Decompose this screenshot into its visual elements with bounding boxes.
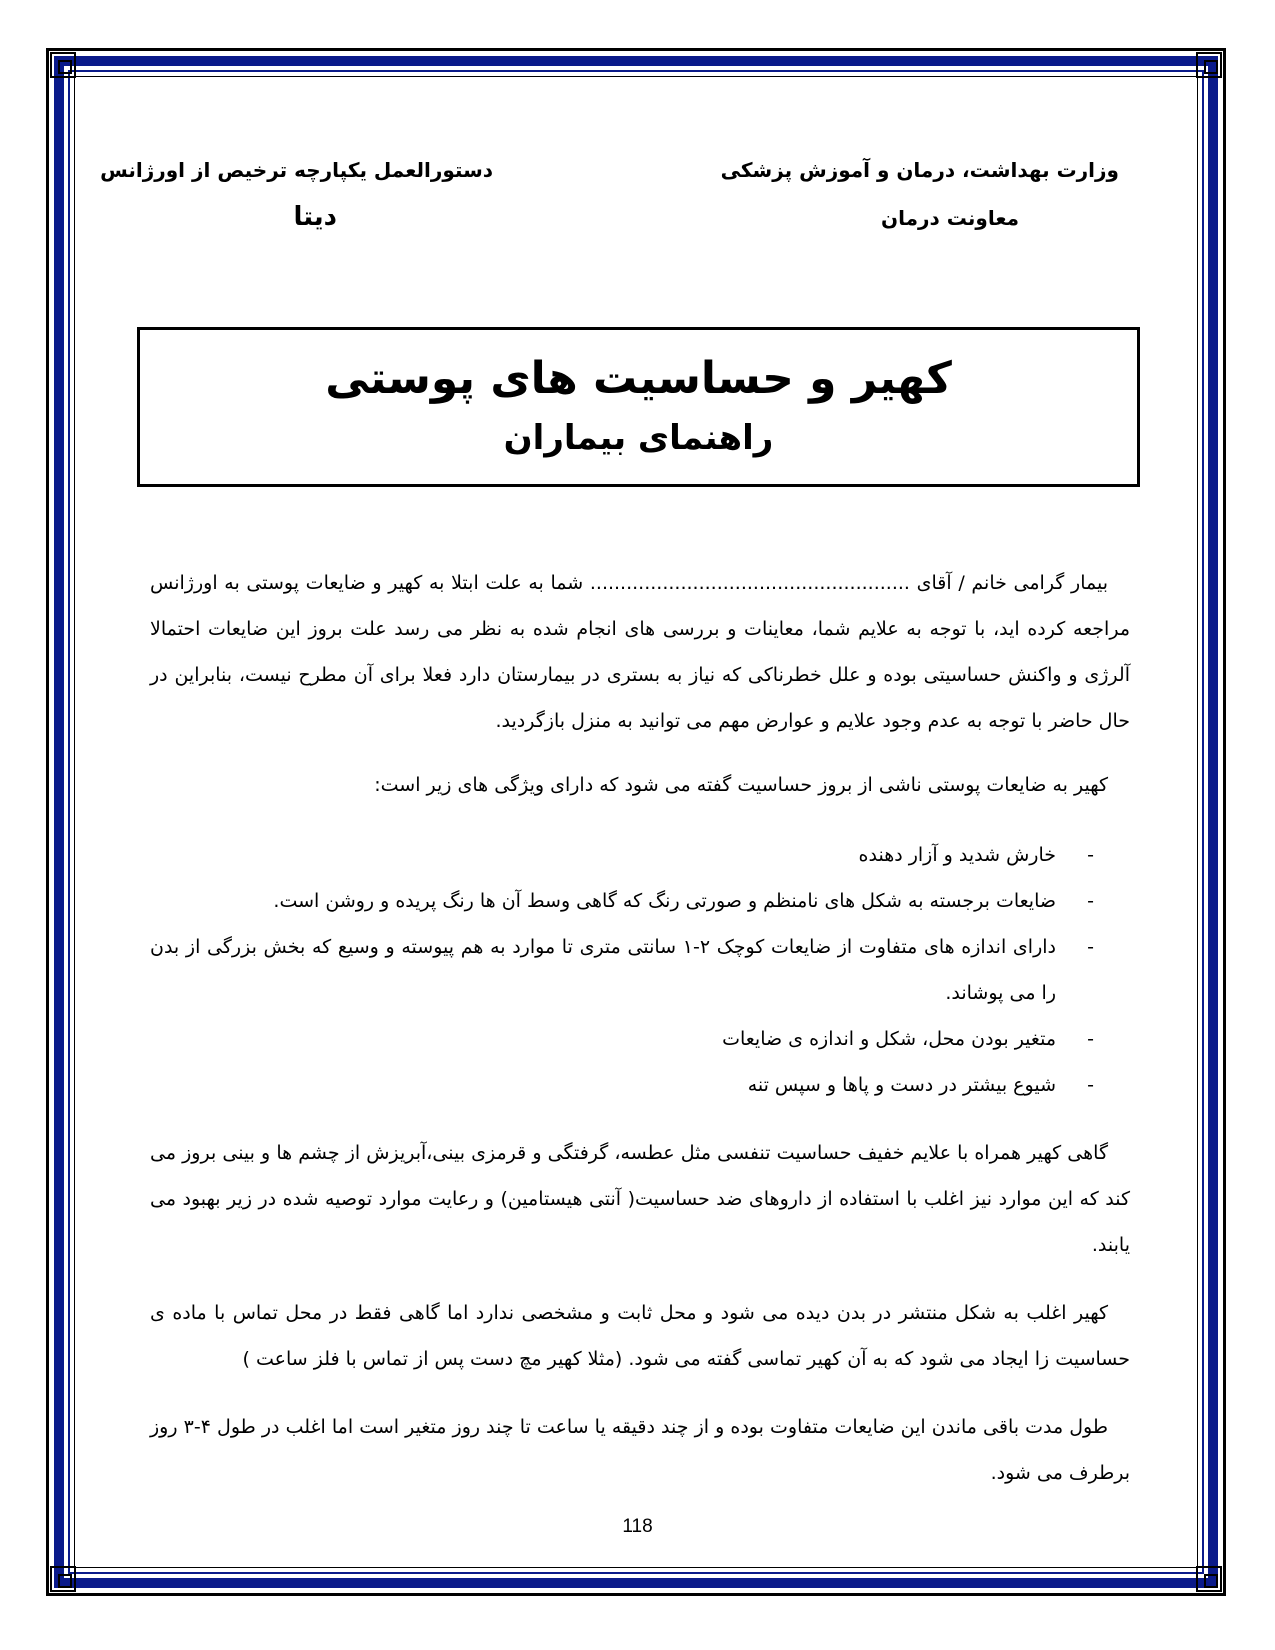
definition-text: کهیر به ضایعات پوستی ناشی از بروز حساسیت گفته می شود که دارای ویژگی های زیر است: — [374, 774, 1108, 796]
respiratory-text: گاهی کهیر همراه با علایم خفیف حساسیت تنفسی مثل عطسه، گرفتگی و قرمزی بینی،آبریزش از چشم ها و بینی بروز می کند که این موارد نیز اغلب با استفاده از داروهای ضد حساسیت( آنتی هیستامین) و رعایت موارد توصیه شده در زیر بهبود می یابند. — [150, 1142, 1130, 1256]
page-title: کهیر و حساسیت های پوستی — [325, 353, 952, 404]
contact-urticaria-paragraph — [150, 1290, 1130, 1382]
guideline-title: دستورالعمل یکپارچه ترخیص از اورژانس — [100, 158, 493, 182]
corner-ornament-bottom-left — [50, 1566, 76, 1592]
intro-text: بیمار گرامی خانم / آقای ..................................................... شما به علت ابتلا به کهیر و ضایعات پوستی به اورژانس مراجعه کرده اید، با توجه به علایم شما، معاینات و بررسی های انجام شده به نظر می رسد علت بروز این ضایعات احتمالا آلرژی و واکنش حساسیتی بوده و علل خطرناکی که نیاز به بستری در بیمارستان دارد فعلا برای آن مطرح نیست، بنابراین در حال حاضر با توجه به عدم وجود علایم و عوارض مهم می توانید به منزل بازگردید. — [150, 572, 1130, 732]
deputy-title: معاونت درمان — [881, 206, 1019, 230]
corner-ornament-bottom-right — [1196, 1566, 1222, 1592]
features-list — [150, 832, 1130, 1108]
intro-paragraph — [150, 560, 1130, 744]
page-subtitle: راهنمای بیماران — [503, 418, 774, 458]
corner-ornament-top-left — [50, 52, 76, 78]
ministry-title: وزارت بهداشت، درمان و آموزش پزشکی — [720, 158, 1119, 182]
list-item: - متغیر بودن محل، شکل و اندازه ی ضایعات — [150, 1016, 1130, 1062]
respiratory-paragraph — [150, 1130, 1130, 1268]
page-number: 118 — [622, 1516, 653, 1537]
definition-paragraph — [150, 762, 1130, 808]
duration-paragraph — [150, 1404, 1130, 1496]
list-item: - دارای اندازه های متفاوت از ضایعات کوچک ۲-۱ سانتی متری تا موارد به هم پیوسته و وسیع که بخش بزرگی از بدن را می پوشاند. — [150, 924, 1130, 1016]
duration-text: طول مدت باقی ماندن این ضایعات متفاوت بوده و از چند دقیقه یا ساعت تا چند روز متغیر است اما اغلب در طول ۴-۳ روز برطرف می شود. — [150, 1416, 1130, 1484]
corner-ornament-top-right — [1196, 52, 1222, 78]
list-item: - خارش شدید و آزار دهنده — [150, 832, 1130, 878]
contact-urticaria-text: کهیر اغلب به شکل منتشر در بدن دیده می شود و محل ثابت و مشخصی ندارد اما گاهی فقط در محل تماس با ماده ی حساسیت زا ایجاد می شود که به آن کهیر تماسی گفته می شود. (مثلا کهیر مچ دست پس از تماس با فلز ساعت ) — [150, 1302, 1130, 1370]
title-box — [137, 327, 1140, 487]
list-item: - شیوع بیشتر در دست و پاها و سپس تنه — [150, 1062, 1130, 1108]
program-name: دیتا — [293, 202, 337, 232]
list-item: - ضایعات برجسته به شکل های نامنظم و صورتی رنگ که گاهی وسط آن ها رنگ پریده و روشن است. — [150, 878, 1130, 924]
